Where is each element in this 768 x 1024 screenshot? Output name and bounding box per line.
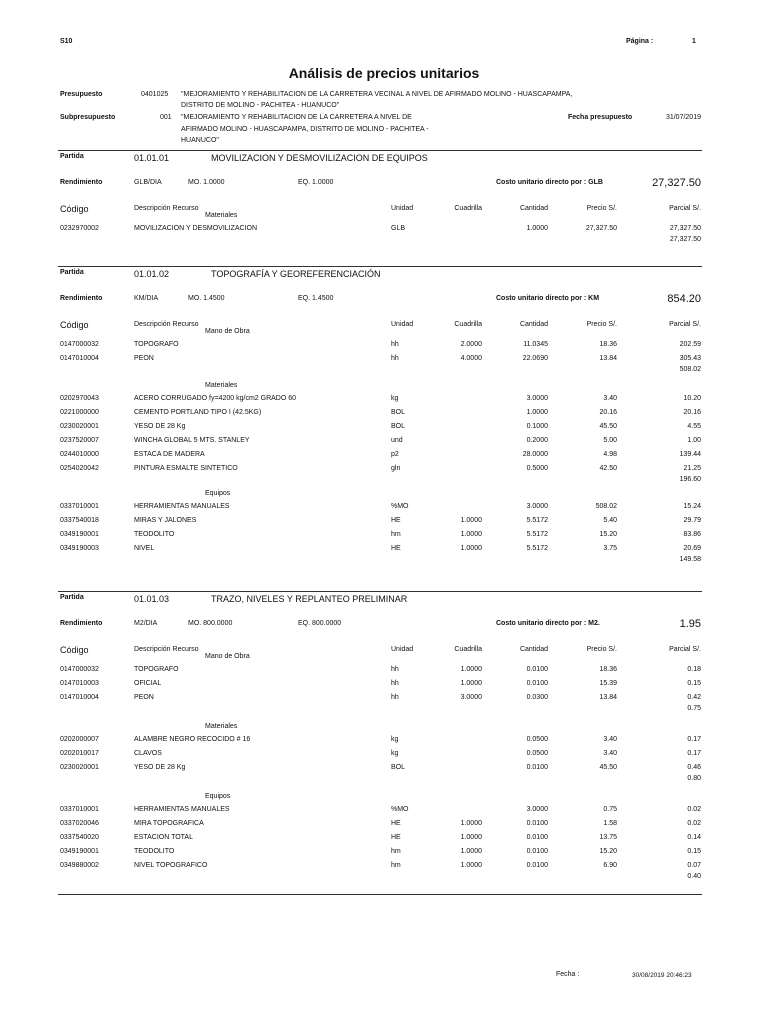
resource-description: ESTACA DE MADERA	[134, 451, 205, 458]
partida-code: 01.01.01	[134, 153, 170, 163]
resource-unit: %MO	[391, 503, 409, 510]
resource-cantidad: 5.5172	[526, 517, 548, 524]
resource-code: 0147010004	[60, 694, 99, 701]
resource-unit: HE	[391, 820, 401, 827]
fecha-presupuesto: 31/07/2019	[665, 114, 701, 121]
col-header-precio: Precio S/.	[586, 205, 617, 212]
resource-cuadrilla: 1.0000	[460, 517, 482, 524]
resource-cuadrilla: 3.0000	[460, 694, 482, 701]
col-header-unidad: Unidad	[391, 646, 414, 653]
rendimiento-unit: KM/DIA	[134, 295, 159, 302]
group-heading: Equipos	[205, 793, 231, 800]
col-header-descripcion: Descripción Recurso	[134, 646, 199, 653]
group-subtotal: 0.75	[687, 705, 701, 712]
resource-description: OFICIAL	[134, 680, 162, 687]
resource-cantidad: 1.0000	[526, 225, 548, 232]
resource-cuadrilla: 1.0000	[460, 848, 482, 855]
resource-cantidad: 5.5172	[526, 531, 548, 538]
rendimiento-unit: M2/DIA	[134, 620, 158, 627]
resource-cantidad: 0.0100	[526, 862, 548, 869]
resource-code: 0232970002	[60, 225, 99, 232]
resource-description: MIRAS Y JALONES	[134, 517, 197, 524]
resource-code: 0337010001	[60, 503, 99, 510]
partida-label: Partida	[60, 153, 84, 160]
resource-unit: und	[391, 437, 403, 444]
resource-unit: kg	[391, 395, 399, 402]
resource-precio: 15.39	[599, 680, 617, 687]
resource-precio: 20.16	[599, 409, 617, 416]
presupuesto-desc-2: DISTRITO DE MOLINO - PACHITEA - HUANUCO"	[181, 102, 340, 109]
resource-precio: 18.36	[599, 666, 617, 673]
page-label: Página :	[626, 38, 654, 45]
resource-precio: 1.58	[603, 820, 617, 827]
resource-parcial: 0.15	[687, 848, 701, 855]
costo-unitario-value: 854.20	[667, 293, 701, 305]
resource-parcial: 20.16	[683, 409, 701, 416]
resource-cantidad: 28.0000	[522, 451, 548, 458]
group-heading: Materiales	[205, 212, 238, 219]
resource-cantidad: 3.0000	[526, 503, 548, 510]
group-subtotal: 149.58	[679, 556, 701, 563]
resource-parcial: 0.14	[687, 834, 701, 841]
resource-parcial: 83.86	[683, 531, 701, 538]
resource-code: 0221000000	[60, 409, 99, 416]
resource-description: YESO DE 28 Kg	[134, 423, 186, 430]
resource-cantidad: 0.0100	[526, 666, 548, 673]
resource-code: 0337020046	[60, 820, 99, 827]
resource-code: 0349190001	[60, 531, 99, 538]
resource-precio: 3.40	[603, 750, 617, 757]
resource-cuadrilla: 2.0000	[460, 341, 482, 348]
resource-precio: 13.84	[599, 355, 617, 362]
resource-description: NIVEL	[134, 545, 155, 552]
resource-cantidad: 3.0000	[526, 806, 548, 813]
resource-code: 0349190001	[60, 848, 99, 855]
resource-description: MOVILIZACION Y DESMOVILIZACION	[134, 225, 258, 232]
fecha-presupuesto-label: Fecha presupuesto	[568, 114, 633, 121]
group-heading: Mano de Obra	[205, 328, 250, 335]
presupuesto-desc-1: "MEJORAMIENTO Y REHABILITACION DE LA CARRETERA VECINAL A NIVEL DE AFIRMADO MOLINO - HUASCAPAMPA,	[181, 91, 573, 98]
resource-parcial: 4.55	[687, 423, 701, 430]
resource-description: HERRAMIENTAS MANUALES	[134, 503, 230, 510]
resource-cantidad: 0.0100	[526, 834, 548, 841]
resource-code: 0244010000	[60, 451, 99, 458]
resource-description: CEMENTO PORTLAND TIPO I (42.5KG)	[134, 409, 262, 416]
rendimiento-mo: MO. 800.0000	[188, 620, 233, 627]
resource-unit: BOL	[391, 764, 406, 771]
resource-code: 0237520007	[60, 437, 99, 444]
col-header-unidad: Unidad	[391, 205, 414, 212]
resource-code: 0337010001	[60, 806, 99, 813]
resource-precio: 508.02	[595, 503, 617, 510]
resource-precio: 15.20	[599, 848, 617, 855]
resource-code: 0147010004	[60, 355, 99, 362]
costo-unitario-label: Costo unitario directo por : KM	[496, 295, 600, 302]
presupuesto-code: 0401025	[141, 91, 169, 98]
group-heading: Materiales	[205, 382, 238, 389]
resource-cantidad: 0.0300	[526, 694, 548, 701]
resource-precio: 6.90	[603, 862, 617, 869]
costo-unitario-value: 1.95	[679, 618, 701, 630]
group-subtotal: 196.60	[679, 476, 701, 483]
presupuesto-label: Presupuesto	[60, 91, 103, 98]
col-header-parcial: Parcial S/.	[669, 646, 701, 653]
group-subtotal: 0.40	[687, 873, 701, 880]
resource-description: CLAVOS	[134, 750, 162, 757]
page-number: 1	[692, 38, 696, 45]
resource-code: 0147010003	[60, 680, 99, 687]
resource-cuadrilla: 1.0000	[460, 680, 482, 687]
partida-divider	[58, 150, 702, 151]
rendimiento-eq: EQ. 1.4500	[298, 295, 334, 302]
resource-precio: 3.40	[603, 736, 617, 743]
rendimiento-label: Rendimiento	[60, 295, 103, 302]
resource-unit: %MO	[391, 806, 409, 813]
group-heading: Equipos	[205, 490, 231, 497]
resource-unit: HE	[391, 517, 401, 524]
costo-unitario-label: Costo unitario directo por : M2.	[496, 620, 600, 627]
resource-unit: hm	[391, 848, 401, 855]
resource-parcial: 305.43	[679, 355, 701, 362]
partida-title: TRAZO, NIVELES Y REPLANTEO PRELIMINAR	[211, 594, 408, 604]
resource-description: NIVEL TOPOGRAFICO	[134, 862, 208, 869]
group-heading: Materiales	[205, 723, 238, 730]
resource-unit: hh	[391, 694, 399, 701]
resource-unit: p2	[391, 451, 399, 458]
group-subtotal: 508.02	[679, 366, 701, 373]
subpresupuesto-code: 001	[160, 114, 172, 121]
subpresupuesto-desc-2: AFIRMADO MOLINO - HUASCAPAMPA, DISTRITO DE MOLINO - PACHITEA -	[181, 126, 429, 133]
resource-parcial: 20.69	[683, 545, 701, 552]
resource-precio: 18.36	[599, 341, 617, 348]
resource-parcial: 0.18	[687, 666, 701, 673]
resource-precio: 4.98	[603, 451, 617, 458]
resource-precio: 0.75	[603, 806, 617, 813]
rendimiento-mo: MO. 1.0000	[188, 179, 225, 186]
resource-cuadrilla: 1.0000	[460, 531, 482, 538]
resource-parcial: 1.00	[687, 437, 701, 444]
col-header-cantidad: Cantidad	[519, 321, 548, 328]
resource-parcial: 0.46	[687, 764, 701, 771]
resource-description: ESTACION TOTAL	[134, 834, 193, 841]
resource-cuadrilla: 1.0000	[460, 666, 482, 673]
resource-parcial: 0.17	[687, 736, 701, 743]
resource-cantidad: 0.0100	[526, 764, 548, 771]
partida-title: MOVILIZACION Y DESMOVILIZACION DE EQUIPOS	[211, 153, 428, 163]
resource-cantidad: 11.0345	[523, 341, 548, 348]
page-title: Análisis de precios unitarios	[288, 65, 480, 81]
resource-parcial: 10.20	[683, 395, 701, 402]
resource-cantidad: 0.0100	[526, 848, 548, 855]
subpresupuesto-desc-1: "MEJORAMIENTO Y REHABILITACION DE LA CARRETERA A NIVEL DE	[181, 114, 412, 121]
costo-unitario-value: 27,327.50	[652, 177, 701, 189]
resource-description: TEODOLITO	[134, 531, 175, 538]
resource-unit: GLB	[391, 225, 406, 232]
resource-description: PEON	[134, 694, 154, 701]
footer-fecha-label: Fecha :	[556, 971, 580, 978]
end-divider	[58, 894, 702, 895]
resource-unit: BOL	[391, 409, 406, 416]
resource-description: PINTURA ESMALTE SINTETICO	[134, 465, 238, 472]
resource-code: 0202970043	[60, 395, 99, 402]
resource-precio: 15.20	[599, 531, 617, 538]
col-header-cuadrilla: Cuadrilla	[454, 205, 482, 212]
resource-precio: 13.75	[599, 834, 617, 841]
resource-precio: 45.50	[599, 423, 617, 430]
rendimiento-mo: MO. 1.4500	[188, 295, 225, 302]
resource-cuadrilla: 1.0000	[460, 862, 482, 869]
resource-unit: hm	[391, 531, 401, 538]
resource-cantidad: 0.1000	[526, 423, 548, 430]
resource-description: WINCHA GLOBAL 5 MTS. STANLEY	[134, 437, 250, 444]
resource-cuadrilla: 1.0000	[460, 820, 482, 827]
resource-code: 0337540020	[60, 834, 99, 841]
resource-description: ACERO CORRUGADO fy=4200 kg/cm2 GRADO 60	[134, 395, 297, 402]
resource-parcial: 15.24	[683, 503, 701, 510]
resource-parcial: 0.42	[687, 694, 701, 701]
resource-code: 0349880002	[60, 862, 99, 869]
resource-cantidad: 1.0000	[526, 409, 548, 416]
resource-description: TOPOGRAFO	[134, 341, 179, 348]
resource-cantidad: 0.0500	[526, 750, 548, 757]
resource-description: PEON	[134, 355, 154, 362]
resource-cuadrilla: 4.0000	[460, 355, 482, 362]
resource-description: HERRAMIENTAS MANUALES	[134, 806, 230, 813]
resource-code: 0349190003	[60, 545, 99, 552]
s10-label: S10	[60, 38, 73, 45]
col-header-codigo: Código	[60, 645, 89, 655]
resource-precio: 27,327.50	[585, 225, 617, 232]
col-header-cuadrilla: Cuadrilla	[454, 321, 482, 328]
resource-precio: 5.00	[603, 437, 617, 444]
resource-unit: hh	[391, 341, 399, 348]
resource-code: 0202000007	[60, 736, 99, 743]
resource-code: 0202010017	[60, 750, 99, 757]
resource-code: 0254020042	[60, 465, 99, 472]
partida-label: Partida	[60, 594, 84, 601]
resource-unit: hh	[391, 355, 399, 362]
partida-code: 01.01.03	[134, 594, 170, 604]
resource-unit: kg	[391, 750, 399, 757]
resource-unit: HE	[391, 834, 401, 841]
group-heading: Mano de Obra	[205, 653, 250, 660]
group-subtotal: 27,327.50	[669, 236, 701, 243]
resource-description: TOPOGRAFO	[134, 666, 179, 673]
col-header-descripcion: Descripción Recurso	[134, 321, 199, 328]
resource-cuadrilla: 1.0000	[460, 545, 482, 552]
resource-cantidad: 0.0100	[526, 820, 548, 827]
col-header-unidad: Unidad	[391, 321, 414, 328]
resource-cantidad: 5.5172	[526, 545, 548, 552]
resource-parcial: 139.44	[679, 451, 701, 458]
resource-description: YESO DE 28 Kg	[134, 764, 186, 771]
resource-cantidad: 0.2000	[526, 437, 548, 444]
rendimiento-label: Rendimiento	[60, 179, 103, 186]
costo-unitario-label: Costo unitario directo por : GLB	[496, 179, 603, 186]
resource-code: 0230020001	[60, 764, 99, 771]
resource-description: TEODOLITO	[134, 848, 175, 855]
resource-unit: BOL	[391, 423, 406, 430]
col-header-precio: Precio S/.	[586, 321, 617, 328]
col-header-cantidad: Cantidad	[519, 205, 548, 212]
resource-parcial: 27,327.50	[669, 225, 701, 232]
resource-code: 0337540018	[60, 517, 99, 524]
col-header-parcial: Parcial S/.	[669, 205, 701, 212]
resource-parcial: 21.25	[683, 465, 701, 472]
resource-parcial: 0.02	[687, 820, 701, 827]
partida-title: TOPOGRAFÍA Y GEOREFERENCIACIÓN	[211, 269, 381, 279]
resource-cantidad: 0.5000	[526, 465, 548, 472]
col-header-cuadrilla: Cuadrilla	[454, 646, 482, 653]
resource-parcial: 0.07	[687, 862, 701, 869]
col-header-codigo: Código	[60, 204, 89, 214]
partida-label: Partida	[60, 269, 84, 276]
group-subtotal: 0.80	[687, 775, 701, 782]
resource-parcial: 0.15	[687, 680, 701, 687]
resource-unit: HE	[391, 545, 401, 552]
resource-parcial: 202.59	[679, 341, 701, 348]
resource-precio: 3.75	[603, 545, 617, 552]
col-header-parcial: Parcial S/.	[669, 321, 701, 328]
partida-divider	[58, 266, 702, 267]
resource-precio: 3.40	[603, 395, 617, 402]
resource-description: MIRA TOPOGRAFICA	[134, 820, 204, 827]
partida-divider	[58, 591, 702, 592]
col-header-descripcion: Descripción Recurso	[134, 205, 199, 212]
col-header-codigo: Código	[60, 320, 89, 330]
partida-code: 01.01.02	[134, 269, 170, 279]
footer-fecha: 30/08/2019 20:46:23	[632, 972, 692, 979]
resource-description: ALAMBRE NEGRO RECOCIDO # 16	[134, 736, 251, 743]
col-header-cantidad: Cantidad	[519, 646, 548, 653]
resource-code: 0230020001	[60, 423, 99, 430]
resource-cantidad: 0.0500	[526, 736, 548, 743]
resource-precio: 45.50	[599, 764, 617, 771]
resource-cantidad: 0.0100	[526, 680, 548, 687]
resource-precio: 42.50	[599, 465, 617, 472]
rendimiento-label: Rendimiento	[60, 620, 103, 627]
resource-unit: hh	[391, 680, 399, 687]
resource-precio: 13.84	[599, 694, 617, 701]
subpresupuesto-label: Subpresupuesto	[60, 114, 116, 121]
resource-parcial: 29.79	[683, 517, 701, 524]
rendimiento-unit: GLB/DIA	[134, 179, 162, 186]
col-header-precio: Precio S/.	[586, 646, 617, 653]
subpresupuesto-desc-3: HUANUCO"	[181, 137, 219, 144]
rendimiento-eq: EQ. 1.0000	[298, 179, 334, 186]
resource-parcial: 0.17	[687, 750, 701, 757]
resource-code: 0147000032	[60, 666, 99, 673]
resource-cuadrilla: 1.0000	[460, 834, 482, 841]
resource-cantidad: 3.0000	[526, 395, 548, 402]
resource-unit: kg	[391, 736, 399, 743]
resource-unit: gln	[391, 465, 401, 472]
resource-parcial: 0.02	[687, 806, 701, 813]
rendimiento-eq: EQ. 800.0000	[298, 620, 342, 627]
resource-unit: hh	[391, 666, 399, 673]
resource-cantidad: 22.0690	[522, 355, 548, 362]
resource-code: 0147000032	[60, 341, 99, 348]
resource-precio: 5.40	[603, 517, 617, 524]
resource-unit: hm	[391, 862, 401, 869]
